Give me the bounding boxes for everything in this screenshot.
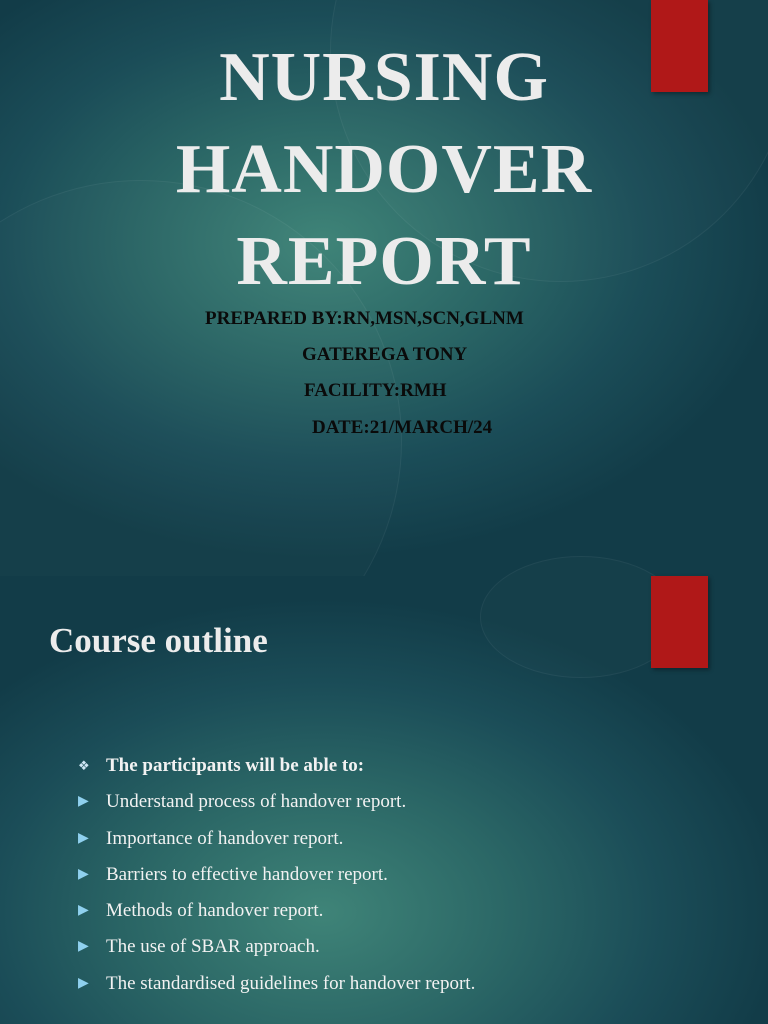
list-item-text: Methods of handover report. [106,900,324,922]
prepared-by: PREPARED BY:RN,MSN,SCN,GLNM [205,308,524,329]
triangle-bullet-icon: ▶ [78,830,89,846]
list-item-text: Importance of handover report. [106,827,344,849]
slide-title [0,32,768,308]
title-line-1: NURSING [219,39,549,116]
list-item-text: The use of SBAR approach. [106,936,320,958]
list-item-text: Barriers to effective handover report. [106,863,388,885]
triangle-bullet-icon: ▶ [78,975,89,991]
title-line-3: REPORT [236,223,532,300]
author-name: GATEREGA TONY [302,344,468,365]
facility: FACILITY:RMH [304,380,447,401]
triangle-bullet-icon: ▶ [78,903,89,919]
triangle-bullet-icon: ▶ [78,939,89,955]
date: DATE:21/MARCH/24 [312,417,493,438]
list-item-text: The standardised guidelines for handover report. [106,972,476,994]
course-outline-slide [0,576,768,1024]
title-line-2: HANDOVER [175,131,593,208]
list-item-text: Understand process of handover report. [106,791,407,813]
triangle-bullet-icon: ▶ [78,866,89,882]
triangle-bullet-icon: ▶ [78,794,89,810]
section-heading: Course outline [49,621,268,660]
red-accent-tab [651,576,708,668]
list-item-text: The participants will be able to: [106,755,365,776]
diamond-bullet-icon: ❖ [78,758,90,773]
